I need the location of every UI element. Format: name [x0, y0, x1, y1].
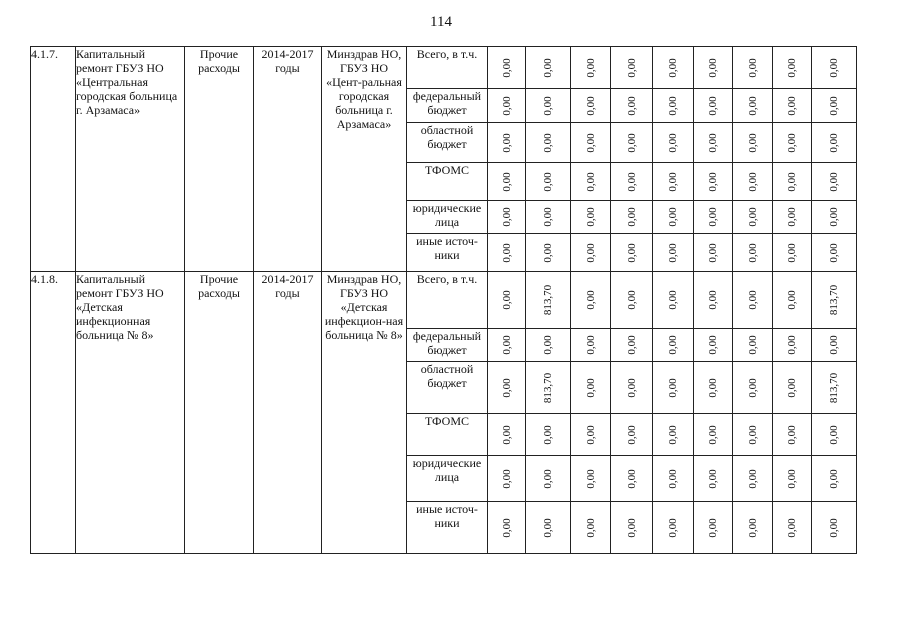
amount-cell	[611, 362, 653, 414]
amount-value: 0,00	[746, 335, 759, 355]
amount-cell	[812, 123, 857, 163]
amount-value: 0,00	[625, 377, 638, 398]
row-executor: Минздрав НО, ГБУЗ НО «Цент-ральная городская больница г. Арзамаса»	[322, 47, 407, 272]
amount-cell	[733, 234, 773, 272]
amount-cell	[694, 502, 733, 554]
amount-cell	[694, 234, 733, 272]
amount-value: 0,00	[584, 517, 597, 538]
amount-cell	[611, 47, 653, 89]
row-executor: Минздрав НО, ГБУЗ НО «Детская инфекцион-ная больница № 8»	[322, 272, 407, 554]
amount-cell	[812, 456, 857, 502]
table-body	[31, 47, 857, 554]
amount-value: 0,00	[625, 132, 638, 153]
amount-value: 0,00	[542, 57, 554, 78]
amount-cell	[773, 456, 812, 502]
amount-cell	[694, 89, 733, 123]
funding-source-label: федеральный бюджет	[407, 329, 488, 362]
amount-value: 0,00	[786, 424, 798, 445]
amount-cell	[611, 89, 653, 123]
row-name: Капитальный ремонт ГБУЗ НО «Детская инфекционная больница № 8»	[76, 272, 185, 554]
amount-cell	[611, 272, 653, 329]
amount-cell	[812, 89, 857, 123]
amount-cell	[611, 502, 653, 554]
amount-cell	[611, 201, 653, 234]
amount-value: 0,00	[500, 57, 513, 78]
amount-value: 0,00	[667, 171, 679, 192]
amount-value: 0,00	[707, 335, 719, 355]
amount-value: 0,00	[625, 290, 638, 310]
funding-source-label: федеральный бюджет	[407, 89, 488, 123]
amount-cell	[526, 234, 571, 272]
amount-value: 0,00	[542, 424, 554, 445]
amount-value: 0,00	[625, 468, 638, 489]
amount-cell	[488, 414, 526, 456]
amount-cell	[773, 201, 812, 234]
amount-value: 0,00	[828, 57, 840, 78]
amount-cell	[653, 329, 694, 362]
amount-value: 0,00	[500, 335, 513, 355]
amount-cell	[571, 414, 611, 456]
amount-cell	[733, 502, 773, 554]
amount-cell	[812, 272, 857, 329]
amount-value: 0,00	[707, 242, 719, 263]
amount-cell	[653, 201, 694, 234]
amount-value: 0,00	[625, 171, 638, 192]
amount-value: 0,00	[500, 517, 513, 538]
amount-value: 0,00	[786, 132, 798, 153]
amount-value: 0,00	[707, 290, 719, 310]
amount-value: 0,00	[828, 95, 840, 116]
amount-value: 0,00	[625, 335, 638, 355]
amount-cell	[571, 456, 611, 502]
amount-value: 0,00	[707, 171, 719, 192]
amount-cell	[488, 329, 526, 362]
amount-value: 0,00	[667, 424, 679, 445]
amount-value: 0,00	[707, 132, 719, 153]
funding-source-label: иные источ-ники	[407, 234, 488, 272]
amount-cell	[653, 47, 694, 89]
amount-value: 0,00	[707, 424, 719, 445]
amount-value: 0,00	[500, 290, 513, 310]
amount-cell	[526, 414, 571, 456]
amount-value: 0,00	[625, 207, 638, 227]
table-row	[31, 272, 857, 329]
amount-cell	[571, 47, 611, 89]
amount-value: 0,00	[828, 517, 840, 538]
amount-value: 0,00	[786, 57, 798, 78]
amount-cell	[488, 163, 526, 201]
row-years: 2014-2017 годы	[254, 47, 322, 272]
amount-value: 0,00	[584, 132, 597, 153]
amount-cell	[812, 414, 857, 456]
amount-cell	[812, 362, 857, 414]
amount-value: 0,00	[786, 377, 798, 398]
amount-value: 0,00	[500, 207, 513, 227]
amount-cell	[526, 456, 571, 502]
amount-value: 0,00	[746, 132, 759, 153]
amount-value: 0,00	[828, 132, 840, 153]
amount-value: 0,00	[707, 377, 719, 398]
amount-cell	[526, 201, 571, 234]
amount-value: 0,00	[542, 132, 554, 153]
amount-value: 0,00	[584, 377, 597, 398]
amount-cell	[488, 502, 526, 554]
amount-cell	[653, 456, 694, 502]
amount-cell	[773, 234, 812, 272]
amount-cell	[773, 329, 812, 362]
funding-source-label: юридические лица	[407, 456, 488, 502]
amount-cell	[571, 163, 611, 201]
amount-cell	[526, 272, 571, 329]
amount-cell	[733, 362, 773, 414]
amount-value: 0,00	[786, 207, 798, 227]
amount-value: 0,00	[786, 242, 798, 263]
amount-cell	[812, 502, 857, 554]
amount-value: 0,00	[746, 207, 759, 227]
amount-value: 0,00	[746, 290, 759, 310]
amount-cell	[488, 272, 526, 329]
amount-value: 0,00	[542, 468, 554, 489]
amount-value: 0,00	[500, 468, 513, 489]
amount-cell	[571, 123, 611, 163]
amount-cell	[526, 502, 571, 554]
amount-cell	[773, 163, 812, 201]
amount-value: 0,00	[828, 335, 840, 355]
amount-cell	[812, 234, 857, 272]
amount-value: 0,00	[828, 468, 840, 489]
amount-value: 0,00	[584, 171, 597, 192]
funding-source-label: ТФОМС	[407, 414, 488, 456]
amount-value: 0,00	[584, 335, 597, 355]
amount-value: 0,00	[667, 517, 679, 538]
amount-cell	[653, 234, 694, 272]
amount-cell	[694, 272, 733, 329]
funding-source-label: ТФОМС	[407, 163, 488, 201]
amount-cell	[611, 414, 653, 456]
amount-cell	[733, 272, 773, 329]
amount-cell	[653, 123, 694, 163]
amount-cell	[694, 201, 733, 234]
amount-cell	[526, 123, 571, 163]
amount-value: 0,00	[500, 424, 513, 445]
amount-cell	[653, 272, 694, 329]
amount-value: 0,00	[667, 132, 679, 153]
amount-cell	[653, 362, 694, 414]
amount-value: 0,00	[625, 95, 638, 116]
page-number: 114	[430, 14, 452, 30]
funding-source-label: Всего, в т.ч.	[407, 272, 488, 329]
amount-value: 813,70	[828, 372, 840, 403]
amount-cell	[733, 47, 773, 89]
amount-value: 0,00	[786, 171, 798, 192]
amount-value: 0,00	[746, 242, 759, 263]
amount-value: 0,00	[828, 207, 840, 227]
amount-cell	[694, 329, 733, 362]
amount-cell	[733, 201, 773, 234]
amount-cell	[733, 123, 773, 163]
amount-value: 0,00	[667, 335, 679, 355]
amount-cell	[773, 272, 812, 329]
amount-value: 0,00	[542, 95, 554, 116]
amount-cell	[571, 502, 611, 554]
amount-cell	[526, 163, 571, 201]
amount-cell	[694, 414, 733, 456]
amount-value: 0,00	[584, 207, 597, 227]
amount-value: 0,00	[707, 517, 719, 538]
amount-cell	[488, 362, 526, 414]
row-code: 4.1.8.	[31, 272, 76, 554]
amount-cell	[488, 89, 526, 123]
amount-cell	[733, 163, 773, 201]
amount-cell	[773, 123, 812, 163]
funding-source-label: юридические лица	[407, 201, 488, 234]
amount-cell	[733, 329, 773, 362]
amount-cell	[812, 201, 857, 234]
amount-value: 0,00	[667, 95, 679, 116]
amount-cell	[526, 329, 571, 362]
amount-value: 0,00	[667, 207, 679, 227]
amount-cell	[611, 234, 653, 272]
amount-value: 0,00	[584, 468, 597, 489]
amount-value: 0,00	[667, 290, 679, 310]
amount-value: 0,00	[746, 377, 759, 398]
amount-value: 0,00	[584, 57, 597, 78]
amount-cell	[733, 89, 773, 123]
amount-value: 0,00	[707, 468, 719, 489]
amount-value: 0,00	[707, 95, 719, 116]
amount-cell	[526, 47, 571, 89]
amount-cell	[526, 89, 571, 123]
amount-value: 0,00	[500, 377, 513, 398]
amount-value: 0,00	[500, 242, 513, 263]
amount-value: 0,00	[707, 207, 719, 227]
row-category: Прочие расходы	[185, 272, 254, 554]
amount-value: 0,00	[786, 335, 798, 355]
funding-source-label: Всего, в т.ч.	[407, 47, 488, 89]
amount-cell	[488, 47, 526, 89]
amount-cell	[812, 47, 857, 89]
amount-value: 0,00	[625, 242, 638, 263]
amount-value: 0,00	[667, 57, 679, 78]
amount-cell	[773, 362, 812, 414]
amount-value: 0,00	[746, 517, 759, 538]
budget-table	[30, 46, 857, 554]
amount-value: 813,70	[828, 284, 840, 316]
amount-value: 0,00	[667, 242, 679, 263]
amount-cell	[694, 163, 733, 201]
amount-cell	[812, 163, 857, 201]
amount-value: 0,00	[786, 95, 798, 116]
amount-cell	[488, 201, 526, 234]
amount-cell	[653, 163, 694, 201]
row-years: 2014-2017 годы	[254, 272, 322, 554]
amount-value: 0,00	[786, 290, 798, 310]
amount-value: 813,70	[542, 372, 554, 403]
amount-value: 0,00	[542, 242, 554, 263]
table-row	[31, 47, 857, 89]
amount-cell	[694, 123, 733, 163]
funding-source-label: областной бюджет	[407, 123, 488, 163]
amount-value: 0,00	[746, 171, 759, 192]
amount-value: 0,00	[746, 424, 759, 445]
amount-value: 0,00	[584, 95, 597, 116]
amount-cell	[571, 89, 611, 123]
amount-value: 0,00	[625, 57, 638, 78]
amount-cell	[571, 234, 611, 272]
funding-source-label: областной бюджет	[407, 362, 488, 414]
amount-cell	[571, 329, 611, 362]
amount-value: 0,00	[746, 468, 759, 489]
amount-value: 0,00	[707, 57, 719, 78]
amount-cell	[488, 123, 526, 163]
amount-value: 0,00	[746, 95, 759, 116]
amount-value: 0,00	[786, 468, 798, 489]
amount-cell	[653, 414, 694, 456]
amount-cell	[488, 234, 526, 272]
amount-cell	[611, 456, 653, 502]
row-code: 4.1.7.	[31, 47, 76, 272]
amount-value: 0,00	[542, 517, 554, 538]
amount-value: 0,00	[542, 335, 554, 355]
amount-value: 0,00	[584, 242, 597, 263]
amount-cell	[812, 329, 857, 362]
amount-value: 0,00	[786, 517, 798, 538]
amount-cell	[571, 362, 611, 414]
amount-cell	[611, 329, 653, 362]
amount-cell	[694, 456, 733, 502]
amount-value: 0,00	[746, 57, 759, 78]
row-name: Капитальный ремонт ГБУЗ НО «Центральная городская больница г. Арзамаса»	[76, 47, 185, 272]
amount-cell	[694, 47, 733, 89]
amount-value: 0,00	[625, 424, 638, 445]
amount-value: 0,00	[667, 468, 679, 489]
amount-cell	[694, 362, 733, 414]
funding-source-label: иные источ-ники	[407, 502, 488, 554]
amount-cell	[773, 414, 812, 456]
amount-value: 0,00	[667, 377, 679, 398]
amount-value: 0,00	[828, 424, 840, 445]
amount-value: 0,00	[584, 290, 597, 310]
amount-value: 0,00	[500, 132, 513, 153]
amount-cell	[733, 414, 773, 456]
amount-cell	[488, 456, 526, 502]
amount-value: 0,00	[500, 95, 513, 116]
amount-cell	[733, 456, 773, 502]
amount-value: 813,70	[542, 284, 554, 316]
amount-value: 0,00	[542, 207, 554, 227]
amount-cell	[611, 123, 653, 163]
amount-value: 0,00	[584, 424, 597, 445]
amount-cell	[526, 362, 571, 414]
amount-cell	[571, 201, 611, 234]
amount-value: 0,00	[500, 171, 513, 192]
amount-value: 0,00	[542, 171, 554, 192]
amount-value: 0,00	[625, 517, 638, 538]
amount-cell	[773, 502, 812, 554]
amount-cell	[611, 163, 653, 201]
amount-value: 0,00	[828, 171, 840, 192]
amount-cell	[653, 502, 694, 554]
amount-value: 0,00	[828, 242, 840, 263]
row-category: Прочие расходы	[185, 47, 254, 272]
amount-cell	[773, 89, 812, 123]
amount-cell	[773, 47, 812, 89]
amount-cell	[653, 89, 694, 123]
amount-cell	[571, 272, 611, 329]
